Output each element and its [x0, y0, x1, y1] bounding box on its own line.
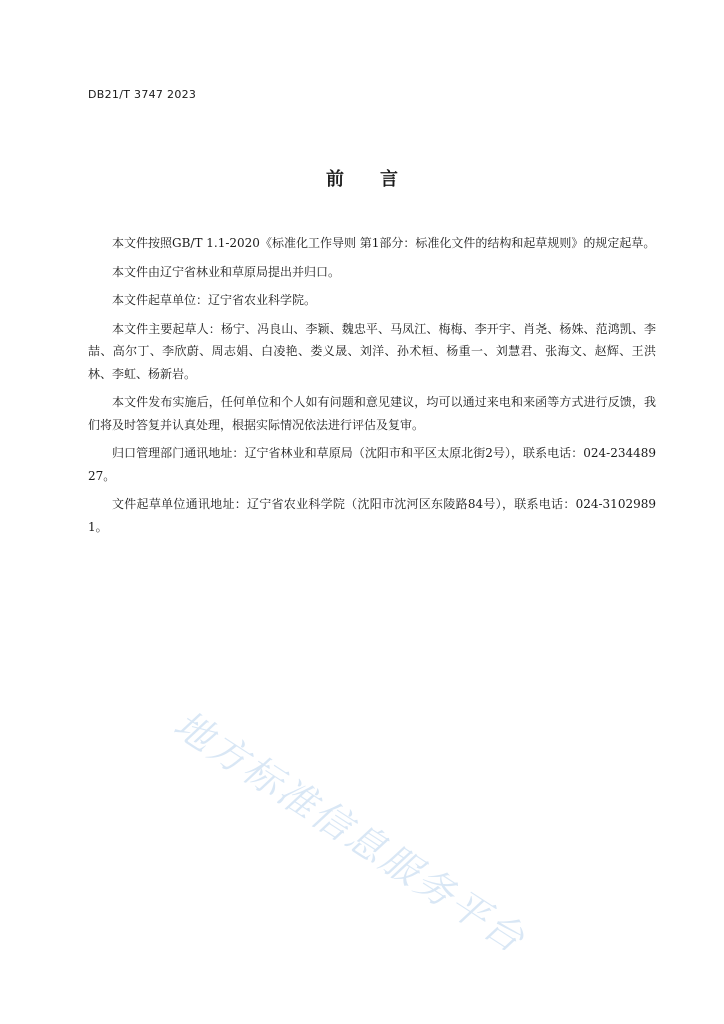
- title-char-1: 前: [326, 169, 344, 190]
- page-title: [0, 165, 724, 191]
- paragraph-admin-address: 归口管理部门通讯地址：辽宁省林业和草原局（沈阳市和平区太原北街2号），联系电话：024-23448927。: [88, 446, 656, 483]
- paragraph-drafting-unit: 本文件起草单位：辽宁省农业科学院。: [112, 293, 317, 307]
- paragraph-drafting-rule: 本文件按照GB/T 1.1-2020《标准化工作导则 第1部分：标准化文件的结构和起草规则》的规定起草。: [112, 236, 656, 250]
- paragraph-unit-address: 文件起草单位通讯地址：辽宁省农业科学院（沈阳市沈河区东陵路84号），联系电话：024-31029891。: [88, 497, 656, 534]
- title-char-2: 言: [380, 169, 398, 190]
- paragraph-drafters: 本文件主要起草人：杨宁、冯良山、李颖、魏忠平、马凤江、梅梅、李开宇、肖尧、杨姝、范鸿凯、李喆、高尔丁、李欣蔚、周志娟、白凌艳、娄义晟、刘洋、孙术桓、杨重一、刘慧君、张海文、赵辉、王洪林、李虹、杨新岩。: [88, 321, 656, 381]
- document-code: DB21/T 3747 2023: [88, 88, 197, 101]
- paragraph-feedback: 本文件发布实施后，任何单位和个人如有问题和意见建议，均可以通过来电和来函等方式进行反馈，我们将及时答复并认真处理，根据实际情况依法进行评估及复审。: [88, 395, 656, 432]
- foreword-body: [88, 232, 656, 544]
- watermark: 地方标准信息服务平台: [166, 701, 534, 963]
- paragraph-proposer: 本文件由辽宁省林业和草原局提出并归口。: [112, 264, 341, 279]
